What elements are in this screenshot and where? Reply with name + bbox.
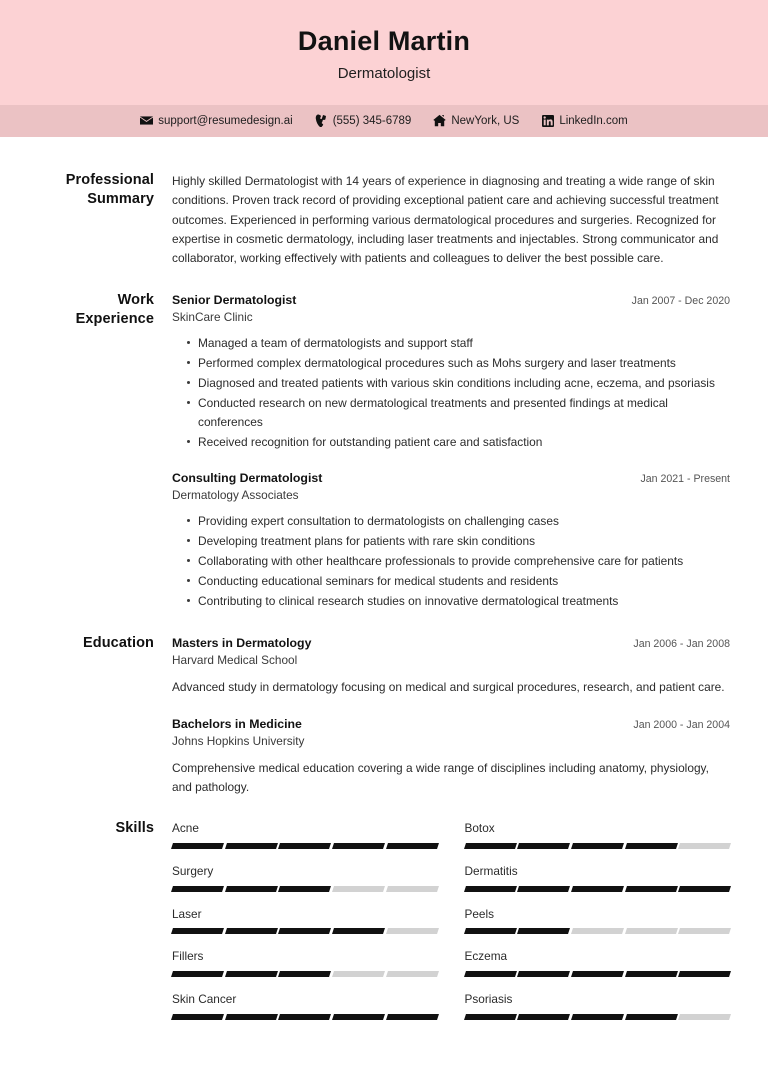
skill-rating-segment [225,1014,278,1020]
skill-rating-segment [171,843,224,849]
skill-rating-bar [465,928,731,934]
skill-item [465,948,731,991]
bullet-item: Contributing to clinical research studies on innovative dermatological treatments [172,592,730,611]
section-label-work: Work Experience [75,291,154,328]
bullet-item: Received recognition for outstanding patient care and satisfaction [172,433,730,452]
entry-header [172,292,730,309]
entry-date: Jan 2021 - Present [640,472,730,485]
bullet-item: Managed a team of dermatologists and support staff [172,334,730,353]
skill-rating-bar [172,843,438,849]
skill-rating-segment [278,886,331,892]
skill-rating-segment [278,843,331,849]
contact-label: NewYork, US [451,114,520,127]
skill-item [172,863,438,906]
entry-header [172,635,730,652]
skill-rating-segment [225,886,278,892]
skill-name: Surgery [172,863,214,878]
entry-bullet-list [172,334,730,452]
skill-item [172,820,438,863]
bullet-item: Performed complex dermatological procedures such as Mohs surgery and laser treatments [172,354,730,373]
entry-header [172,470,730,487]
skill-rating-segment [464,1014,517,1020]
entry-title: Bachelors in Medicine [172,716,302,731]
skill-rating-segment [386,928,439,934]
skill-rating-segment [571,928,624,934]
skill-rating-bar [465,843,731,849]
skill-rating-segment [517,928,570,934]
skill-rating-segment [225,843,278,849]
skill-rating-segment [278,1014,331,1020]
resume-header [0,0,768,105]
entry-date: Jan 2007 - Dec 2020 [631,294,730,307]
contact-label: (555) 345-6789 [332,114,412,127]
skill-rating-bar [465,1014,731,1020]
skill-rating-bar [172,971,438,977]
phone-icon [315,114,328,127]
bullet-item: Diagnosed and treated patients with various skin conditions including acne, eczema, and psoriasis [172,374,730,393]
summary-text: Highly skilled Dermatologist with 14 years of experience in diagnosing and treating a wide range of skin conditions. Proven track record of providing exceptional patient care and achieving successful treatment outcomes. Experienced in performing various dermatological procedures and surgeries. Recognized for expertise in cosmetic dermatology, including laser treatments and injectables. Strong communicator and collaborator, working effectively with patients and colleagues to deliver the best possible care. [172,173,719,266]
skill-item [172,948,438,991]
skill-name: Psoriasis [464,992,513,1007]
section-professional-summary [38,137,730,269]
skill-rating-segment [278,971,331,977]
skill-rating-segment [464,928,517,934]
skill-rating-segment [332,1014,385,1020]
skill-name: Acne [172,821,199,836]
section-education [38,612,730,798]
skill-rating-segment [171,886,224,892]
section-body-skills [172,819,730,1033]
bullet-item: Conducting educational seminars for medical students and residents [172,572,730,591]
contact-item[interactable] [422,114,530,127]
skill-rating-segment [225,928,278,934]
bullet-item: Providing expert consultation to dermatologists on challenging cases [172,512,730,531]
skill-name: Botox [464,821,495,836]
entry-organization: Johns Hopkins University [172,734,305,749]
section-work-experience [38,269,730,612]
skill-rating-segment [278,928,331,934]
skill-item [465,906,731,949]
section-label-summary: Professional Summary [65,171,154,207]
entry-description: Comprehensive medical education covering a wide range of disciplines including anatomy, physiology, and pathology. [172,761,709,795]
skill-name: Skin Cancer [172,992,237,1007]
skill-rating-segment [517,843,570,849]
envelope-icon [140,114,153,127]
skill-rating-segment [464,886,517,892]
skill-rating-segment [171,971,224,977]
skill-rating-segment [386,843,439,849]
entry-organization: SkinCare Clinic [172,310,253,325]
contact-bar [0,105,768,137]
entry-title: Consulting Dermatologist [172,470,323,485]
home-icon [433,114,446,127]
section-label-skills: Skills [115,820,154,837]
skill-name: Eczema [464,949,508,964]
skill-rating-segment [571,886,624,892]
skill-rating-segment [464,971,517,977]
skill-rating-segment [332,971,385,977]
resume-content [0,137,768,1034]
skill-name: Dermatitis [464,863,518,878]
skill-rating-segment [332,886,385,892]
skill-rating-segment [517,971,570,977]
skill-item [172,906,438,949]
section-body-summary [172,171,730,269]
skill-rating-segment [678,886,731,892]
skill-rating-segment [386,886,439,892]
skill-rating-segment [678,928,731,934]
contact-item[interactable] [530,114,638,127]
entry-organization: Dermatology Associates [172,488,299,503]
skill-rating-bar [465,886,731,892]
section-body-education [172,634,730,798]
entry-date: Jan 2000 - Jan 2004 [633,718,730,731]
linkedin-icon [541,114,554,127]
contact-item[interactable] [129,114,303,127]
contact-label: support@resumedesign.ai [158,114,293,127]
skill-rating-segment [517,886,570,892]
skill-name: Peels [464,906,495,921]
skill-item [465,863,731,906]
entry-title: Masters in Dermatology [172,635,312,650]
skill-rating-segment [678,1014,731,1020]
skill-rating-segment [225,971,278,977]
resume-entry [172,470,730,611]
resume-entry [172,635,730,698]
skill-rating-bar [172,928,438,934]
skill-rating-segment [464,843,517,849]
skill-rating-segment [571,1014,624,1020]
candidate-name: Daniel Martin [297,26,471,56]
skill-rating-segment [517,1014,570,1020]
skill-rating-segment [386,971,439,977]
skill-rating-segment [571,843,624,849]
skill-name: Fillers [172,949,204,964]
skill-rating-segment [386,1014,439,1020]
entry-organization: Harvard Medical School [172,653,298,668]
skill-rating-segment [678,971,731,977]
entry-bullet-list [172,512,730,611]
candidate-job-title: Dermatologist [337,64,431,82]
skill-rating-segment [571,971,624,977]
skill-rating-segment [625,886,678,892]
bullet-item: Conducted research on new dermatological treatments and presented findings at medical conferences [172,394,730,432]
skill-rating-segment [625,971,678,977]
entry-title: Senior Dermatologist [172,292,297,307]
skill-rating-segment [332,928,385,934]
skill-rating-segment [171,928,224,934]
bullet-item: Developing treatment plans for patients with rare skin conditions [172,532,730,551]
contact-item[interactable] [304,114,423,127]
resume-entry [172,292,730,452]
skills-grid [172,820,730,1033]
entry-date: Jan 2006 - Jan 2008 [633,637,730,650]
skill-rating-segment [678,843,731,849]
section-skills [38,797,730,1033]
contact-label: LinkedIn.com [559,114,628,127]
skill-rating-segment [171,1014,224,1020]
entry-header [172,716,730,733]
section-label-education: Education [83,634,154,651]
bullet-item: Collaborating with other healthcare professionals to provide comprehensive care for patients [172,552,730,571]
section-body-work [172,291,730,612]
skill-item [465,991,731,1034]
skill-rating-bar [172,886,438,892]
skill-rating-segment [625,1014,678,1020]
skill-rating-segment [625,928,678,934]
skill-rating-bar [172,1014,438,1020]
skill-item [465,820,731,863]
skill-rating-bar [465,971,731,977]
skill-rating-segment [332,843,385,849]
entry-description: Advanced study in dermatology focusing on medical and surgical procedures, research, and patient care. [172,680,725,695]
skill-name: Laser [172,906,202,921]
skill-rating-segment [625,843,678,849]
skill-item [172,991,438,1034]
resume-entry [172,716,730,798]
